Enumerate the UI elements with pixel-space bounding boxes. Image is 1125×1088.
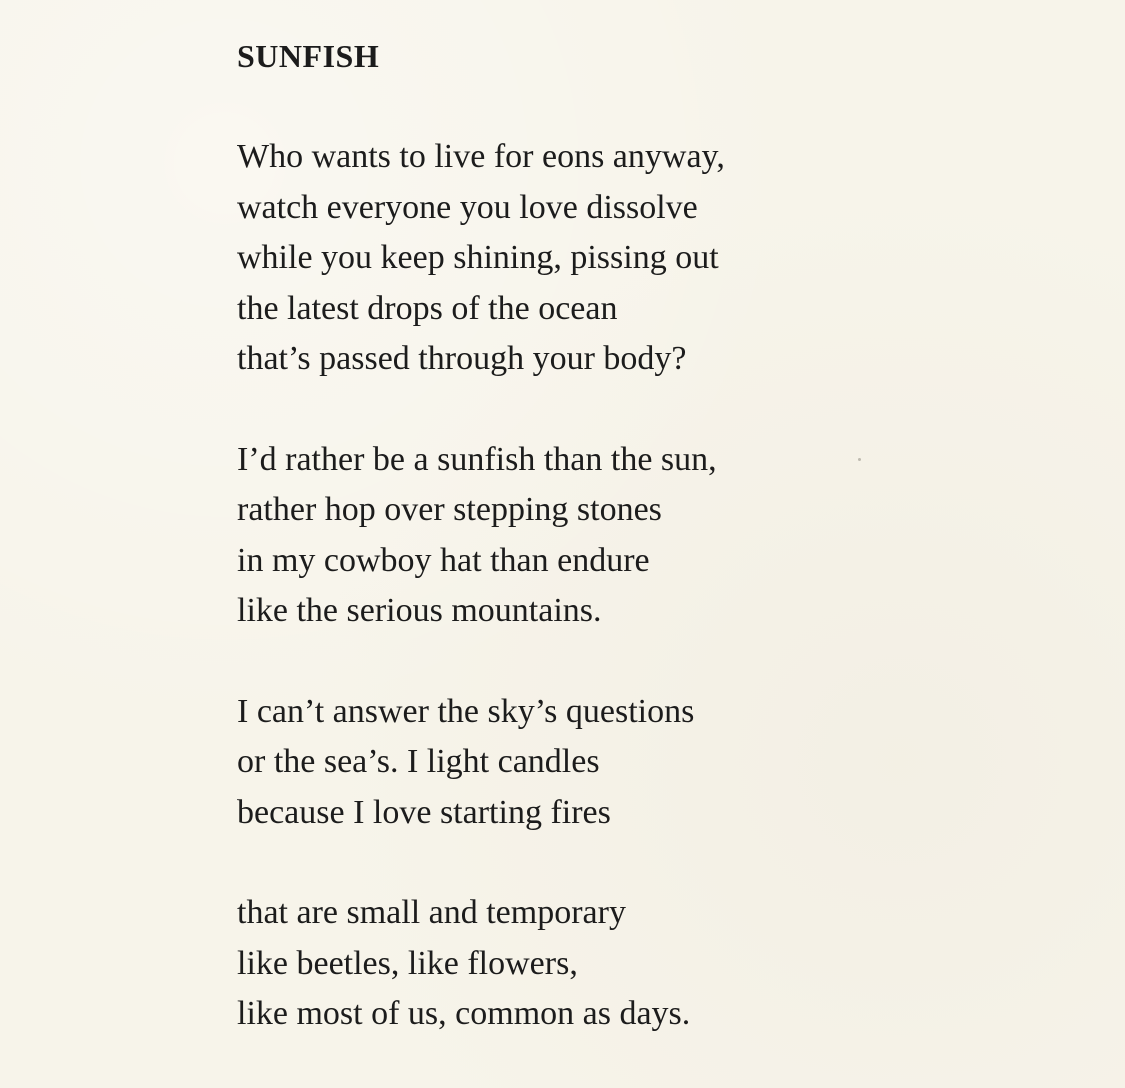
poem-line: because I love starting fires [237,793,611,831]
poem-line: like beetles, like flowers, [237,944,578,982]
poem [237,36,725,1040]
poem-title: SUNFISH [237,38,380,74]
stanza-3 [237,687,725,839]
stanza-1 [237,132,725,385]
poem-line: in my cowboy hat than endure [237,541,650,579]
poem-line: rather hop over stepping stones [237,491,662,528]
poem-line: while you keep shining, pissing out [237,239,719,276]
poem-line: I can’t answer the sky’s questions [237,692,695,730]
poem-line: like the serious mountains. [237,592,602,629]
poem-line: the latest drops of the ocean [237,289,618,327]
stanza-2 [237,435,725,637]
poem-line: I’d rather be a sunfish than the sun, [237,440,717,478]
poem-line: that are small and temporary [237,894,626,931]
poem-line: or the sea’s. I light candles [237,743,600,780]
paper-speck [858,458,861,461]
poem-line: Who wants to live for eons anyway, [237,138,725,175]
poem-line: watch everyone you love dissolve [237,188,698,226]
poem-line: like most of us, common as days. [237,995,691,1032]
stanza-4 [237,888,725,1040]
poem-line: that’s passed through your body? [237,340,687,377]
